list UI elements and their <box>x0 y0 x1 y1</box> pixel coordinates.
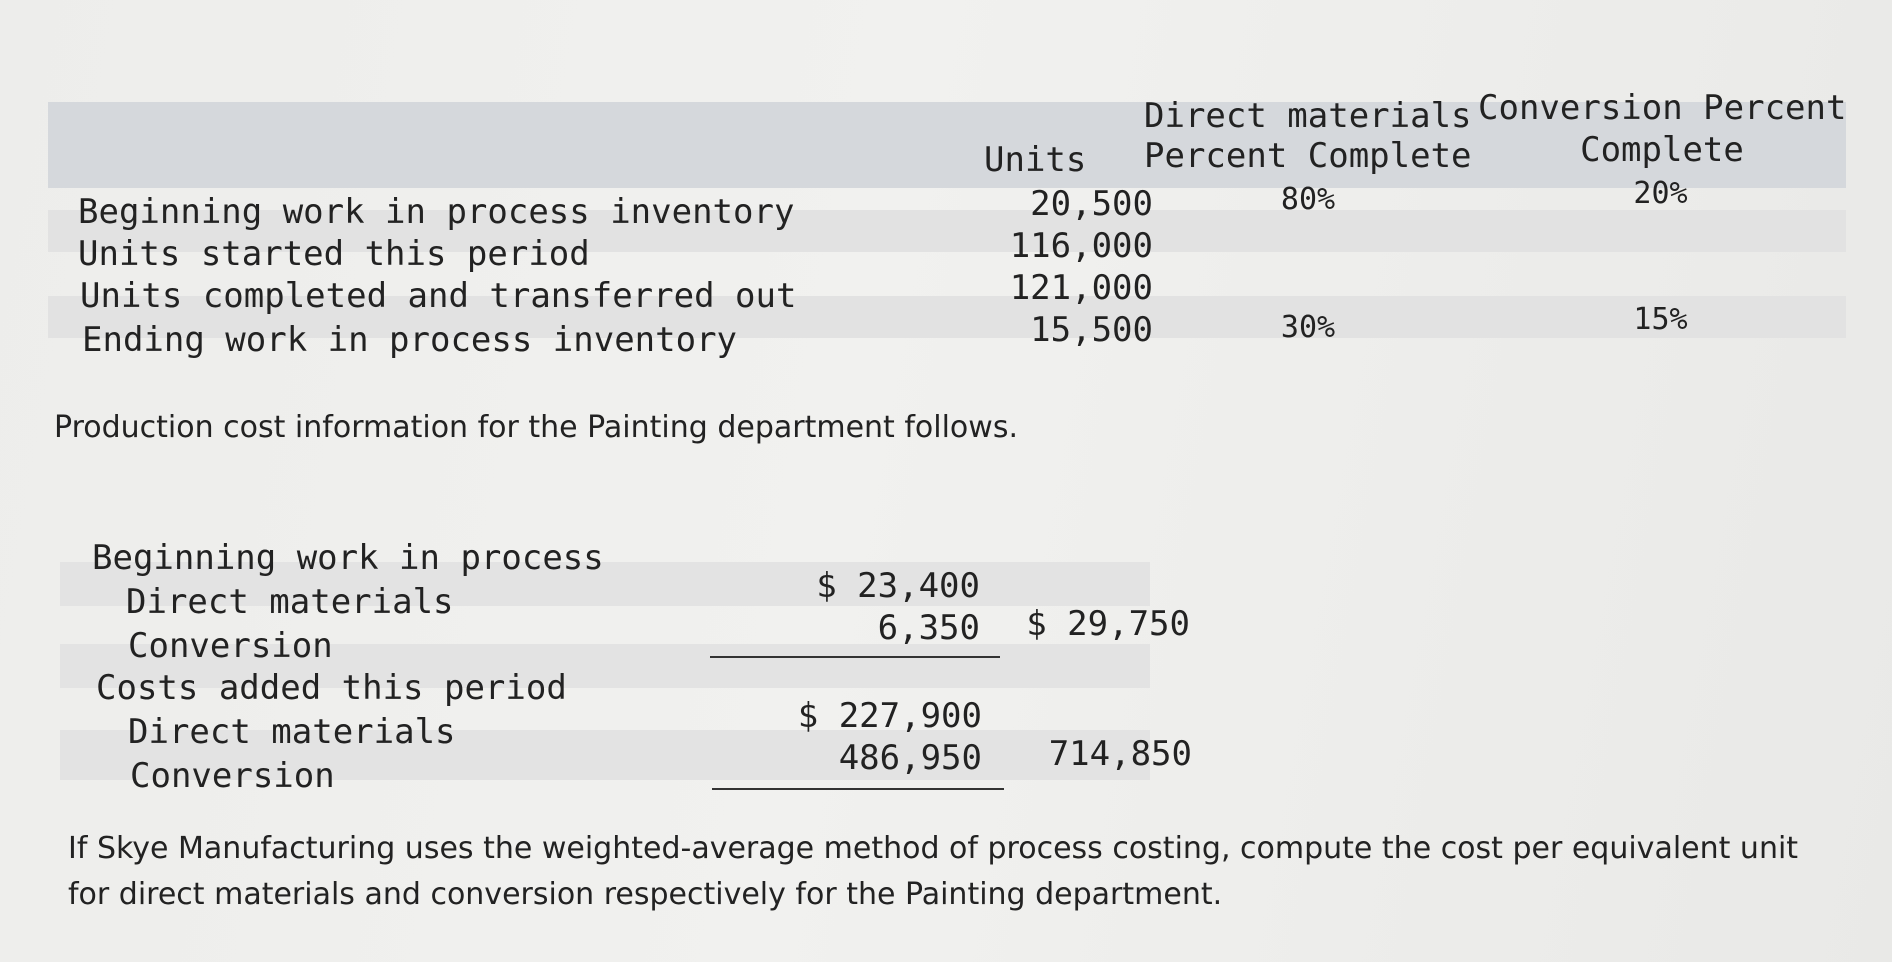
question-text: If Skye Manufacturing uses the weighted-average method of process costing, compute the cost per equivalent unit for direct materials and conversion respectively for the Painting department. <box>68 831 1799 912</box>
row-units-units-completed: 121,000 <box>1009 268 1153 308</box>
cost-value-beginning-dm: $ 23,400 <box>816 566 980 606</box>
row-units-ending-wip: 15,500 <box>1030 310 1153 350</box>
row-label-units-started: Units started this period <box>78 234 590 274</box>
header-units: Units <box>984 140 1087 180</box>
row-label-ending-wip: Ending work in process inventory <box>82 320 738 360</box>
cost-total-beginning: $ 29,750 <box>1026 604 1190 644</box>
subtotal-underline <box>710 656 1000 658</box>
header-conv-line2: Complete <box>1580 130 1744 170</box>
row-label-beginning-wip: Beginning work in process inventory <box>78 192 795 232</box>
cost-value-added-dm: $ 227,900 <box>797 696 982 736</box>
cost-total-added: 714,850 <box>1048 734 1192 774</box>
cost-table <box>60 538 1192 818</box>
header-dm-line1: Direct materials <box>1144 96 1472 136</box>
header-conv-line1: Conversion Percent <box>1478 88 1847 128</box>
row-units-units-started: 116,000 <box>1009 226 1153 266</box>
subtotal-underline <box>712 788 1004 790</box>
row-dm-pct-ending-wip: 30% <box>1280 310 1336 345</box>
cost-label-added-dm: Direct materials <box>128 712 456 752</box>
row-conv-pct-ending-wip: 15% <box>1633 302 1688 337</box>
cost-header-added: Costs added this period <box>96 668 567 708</box>
cost-value-added-conv: 486,950 <box>838 738 982 778</box>
cost-header-beginning-wip: Beginning work in process <box>92 538 604 578</box>
header-dm-line2: Percent Complete <box>1144 136 1472 176</box>
cost-label-beginning-dm: Direct materials <box>126 582 454 622</box>
row-units-beginning-wip: 20,500 <box>1030 184 1153 224</box>
intro-text: Production cost information for the Painting department follows. <box>54 410 1018 445</box>
units-table <box>48 84 1846 374</box>
row-label-units-completed: Units completed and transferred out <box>80 276 797 316</box>
row-conv-pct-beginning-wip: 20% <box>1633 176 1688 211</box>
cost-label-added-conv: Conversion <box>130 756 335 796</box>
cost-value-beginning-conv: 6,350 <box>877 608 980 648</box>
cost-label-beginning-conv: Conversion <box>128 626 333 666</box>
row-dm-pct-beginning-wip: 80% <box>1280 182 1336 217</box>
